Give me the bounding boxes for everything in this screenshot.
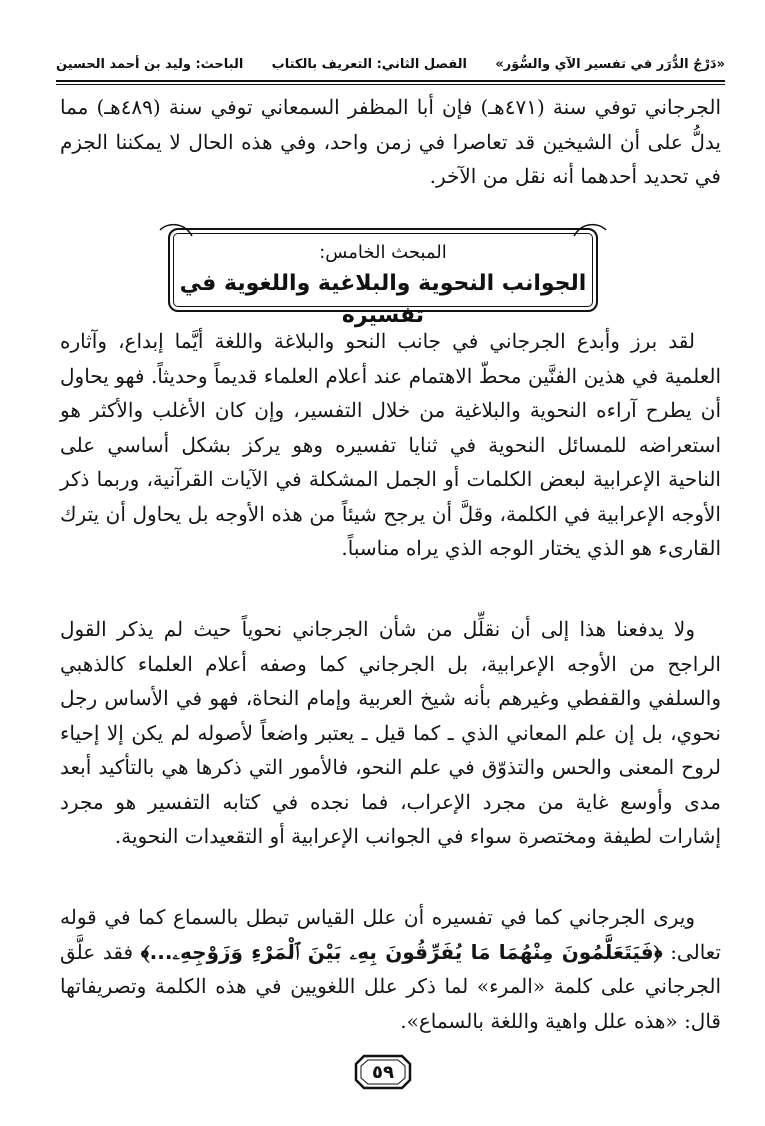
corner-flourish-right-icon <box>572 220 608 238</box>
header-researcher: الباحث: وليد بن أحمد الحسين <box>56 56 244 72</box>
running-header <box>56 50 725 78</box>
page-number-ornament <box>350 1052 416 1092</box>
quran-verse: ﴿فَيَتَعَلَّمُونَ مِنْهُمَا مَا يُفَرِّقُونَ بِهِۦ بَيْنَ ٱلْمَرْءِ وَزَوْجِهِۦ...﴾ <box>140 939 663 964</box>
paragraph-2: لقد برز وأبدع الجرجاني في جانب النحو والبلاغة واللغة أيَّما إبداع، وآثاره العلمية في هذين الفنَّين محطّ الاهتمام عند أعلام العلماء قديماً وحديثاً. فهو يحاول أن يطرح آراءه النحوية والبلاغية من خلال التفسير، وإن كان الأغلب والأكثر هو استعراضه للمسائل النحوية في ثنايا تفسيره وهو يركز بشكل أساسي على الناحية الإعرابية لبعض الكلمات أو الجمل المشكلة في الآيات القرآنية، وربما ذكر الأوجه الإعرابية في الكلمة، وقلَّ أن يرجح شيئاً من هذه الأوجه بل يحاول أن يترك القارىء هو الذي يختار الوجه الذي يراه مناسباً. <box>60 329 721 560</box>
header-book-title: «دَرْجُ الدُّرَر في تفسير الآي والسُّوَر» <box>495 56 725 72</box>
corner-flourish-left-icon <box>158 220 194 238</box>
paragraph-4-intro: ويرى الجرجاني كما في تفسيره أن علل القياس تبطل بالسماع كما في قوله تعالى: <box>60 905 722 964</box>
paragraph-4-rest: فقد علَّق الجرجاني على كلمة «المرء» لما ذكر علل اللغويين في هذه الكلمة وتصريفاتها قال: «هذه علل واهية واللغة بالسماع». <box>60 939 721 1033</box>
section-title: الجوانب النحوية والبلاغية واللغوية في تفسيره <box>179 271 587 328</box>
paragraph-3: ولا يدفعنا هذا إلى أن نقلِّل من شأن الجرجاني نحوياً حيث لم يذكر القول الراجح من الأوجه الإعرابية، بل الجرجاني كما وصفه أعلام العلماء كالذهبي والسلفي والقفطي وغيرهم بأنه شيخ العربية وإمام النحاة، فهو في الأساس رجل نحوي، بل إن علم المعاني الذي ـ كما قيل ـ يعتبر واضعاً لأصوله لم يكن إلا إحياء لروح المعنى والحس والتذوّق في علم النحو، فالأمور التي ذكرها هي بالتأكيد أبعد مدى وأوسع غاية من مجرد الإعراب، فما نجده في كتابه التفسير هو مجرد إشارات لطيفة ومختصرة سواء في الجوانب الإعرابية أو التقعيدات النحوية. <box>60 617 721 848</box>
header-rule-thin <box>56 84 725 85</box>
header-chapter: الفصل الثاني: التعريف بالكتاب <box>271 56 468 72</box>
section-heading-box <box>168 228 598 328</box>
section-label: المبحث الخامس: <box>319 242 447 263</box>
page-number: ٥٩ <box>372 1061 394 1083</box>
paragraph-4 <box>60 900 721 1038</box>
paragraph-1: الجرجاني توفي سنة (٤٧١هـ) فإن أبا المظفر السمعاني توفي سنة (٤٨٩هـ) مما يدلُّ على أن الشيخين قد تعاصرا في زمن واحد، وفي هذه الحال لا يمكننا الجزم في تحديد أحدهما أنه نقل من الآخر. <box>60 95 721 188</box>
header-rule <box>56 80 725 82</box>
